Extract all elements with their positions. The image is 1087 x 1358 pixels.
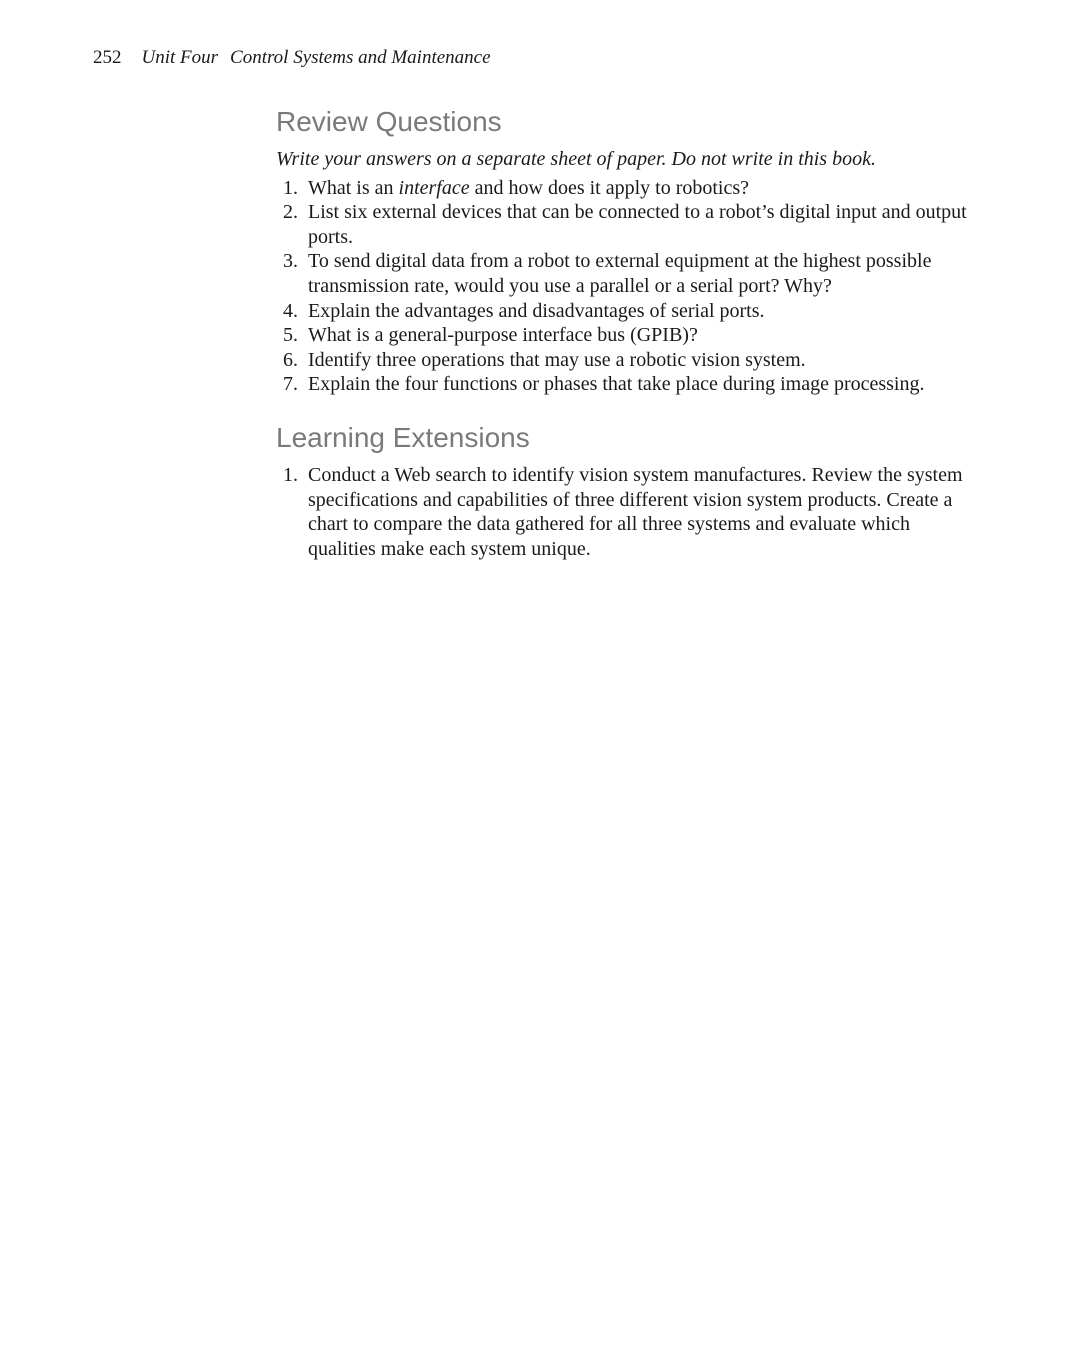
- item-text: To send digital data from a robot to external equipment at the highest possible transmission rate, would you use a parallel or a serial port? Why?: [308, 250, 932, 297]
- item-text-start: What is an: [308, 176, 399, 199]
- list-item: [276, 323, 976, 348]
- learning-extensions-list: [276, 463, 976, 561]
- item-number: 1.: [283, 176, 298, 199]
- review-question-list: [276, 176, 976, 397]
- list-item: [276, 249, 976, 298]
- item-number: 1.: [283, 463, 298, 486]
- item-number: 6.: [283, 348, 298, 371]
- learning-extensions-section: [276, 421, 976, 561]
- list-item: [276, 348, 976, 373]
- item-number: 7.: [283, 373, 298, 396]
- item-text: Identify three operations that may use a robotic vision system.: [308, 348, 806, 371]
- item-number: 4.: [283, 299, 298, 322]
- item-text-end: and how does it apply to robotics?: [469, 176, 750, 199]
- item-text: List six external devices that can be connected to a robot’s digital input and output ports.: [308, 201, 967, 248]
- item-text: What is a general-purpose interface bus (GPIB)?: [308, 324, 698, 347]
- running-head: [93, 46, 491, 70]
- unit-label: Unit Four: [141, 47, 219, 68]
- list-item: [276, 176, 976, 201]
- review-instructions: Write your answers on a separate sheet of paper. Do not write in this book.: [276, 148, 876, 170]
- item-number: 5.: [283, 324, 298, 347]
- learning-extensions-heading: Learning Extensions: [276, 421, 530, 453]
- list-item: [276, 463, 976, 561]
- item-number: 3.: [283, 250, 298, 273]
- chapter-title: Control Systems and Maintenance: [230, 47, 491, 68]
- list-item: [276, 372, 976, 397]
- page-content: [276, 105, 976, 561]
- item-number: 2.: [283, 201, 298, 224]
- item-text: Explain the four functions or phases that take place during image processing.: [308, 373, 925, 396]
- item-text-emphasis: interface: [398, 176, 470, 199]
- item-text: Conduct a Web search to identify vision system manufactures. Review the system specifications and capabilities of three different vision system products. Create a chart to compare the data gathered for all three systems and evaluate which qualities make each system unique.: [308, 463, 963, 560]
- item-text: Explain the advantages and disadvantages of serial ports.: [308, 299, 765, 322]
- list-item: [276, 200, 976, 249]
- page-number: 252: [93, 47, 122, 68]
- review-questions-section: [276, 105, 976, 397]
- review-questions-heading: Review Questions: [276, 106, 502, 137]
- list-item: [276, 299, 976, 324]
